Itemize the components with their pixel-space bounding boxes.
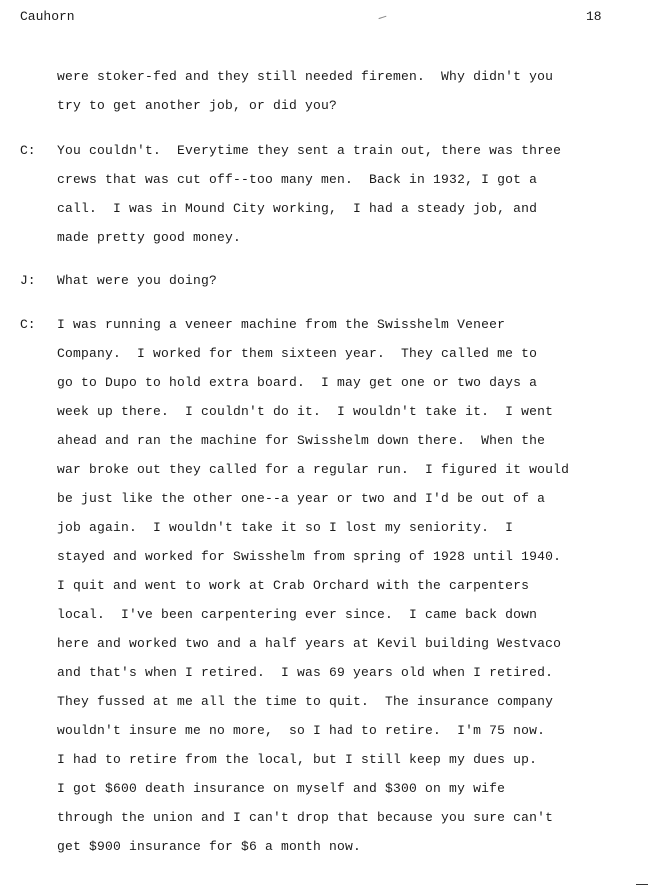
transcript-line: What were you doing? (57, 273, 218, 288)
transcript-line: go to Dupo to hold extra board. I may get one or two days a (57, 375, 538, 390)
header-name: Cauhorn (20, 9, 75, 24)
transcript-line: stayed and worked for Swisshelm from spring of 1928 until 1940. (57, 549, 562, 564)
transcript-line: job again. I wouldn't take it so I lost my seniority. I (57, 520, 514, 535)
transcript-line: here and worked two and a half years at Kevil building Westvaco (57, 636, 562, 651)
speaker-label: C: (20, 143, 36, 158)
transcript-line: You couldn't. Everytime they sent a train out, there was three (57, 143, 562, 158)
transcript-line: war broke out they called for a regular run. I figured it would (57, 462, 570, 477)
transcript-line: I quit and went to work at Crab Orchard with the carpenters (57, 578, 530, 593)
transcript-line: made pretty good money. (57, 230, 242, 245)
transcript-line: through the union and I can't drop that because you sure can't (57, 810, 554, 825)
transcript-line: I got $600 death insurance on myself and $300 on my wife (57, 781, 506, 796)
transcript-line: were stoker-fed and they still needed firemen. Why didn't you (57, 69, 554, 84)
corner-mark (636, 884, 648, 885)
transcript-line: and that's when I retired. I was 69 years old when I retired. (57, 665, 554, 680)
speaker-label: J: (20, 273, 36, 288)
transcript-line: crews that was cut off--too many men. Back in 1932, I got a (57, 172, 538, 187)
speaker-label: C: (20, 317, 36, 332)
transcript-line: ahead and ran the machine for Swisshelm down there. When the (57, 433, 546, 448)
transcript-line: get $900 insurance for $6 a month now. (57, 839, 362, 854)
transcript-line: They fussed at me all the time to quit. The insurance company (57, 694, 554, 709)
transcript-line: I had to retire from the local, but I still keep my dues up. (57, 752, 538, 767)
transcript-line: Company. I worked for them sixteen year. They called me to (57, 346, 538, 361)
transcript-line: I was running a veneer machine from the Swisshelm Veneer (57, 317, 506, 332)
transcript-line: week up there. I couldn't do it. I wouldn't take it. I went (57, 404, 554, 419)
transcript-line: be just like the other one--a year or two and I'd be out of a (57, 491, 546, 506)
stray-mark (378, 13, 387, 19)
transcript-line: local. I've been carpentering ever since. I came back down (57, 607, 538, 622)
transcript-line: try to get another job, or did you? (57, 98, 338, 113)
transcript-line: call. I was in Mound City working, I had a steady job, and (57, 201, 538, 216)
page-number: 18 (586, 9, 602, 24)
transcript-line: wouldn't insure me no more, so I had to retire. I'm 75 now. (57, 723, 546, 738)
